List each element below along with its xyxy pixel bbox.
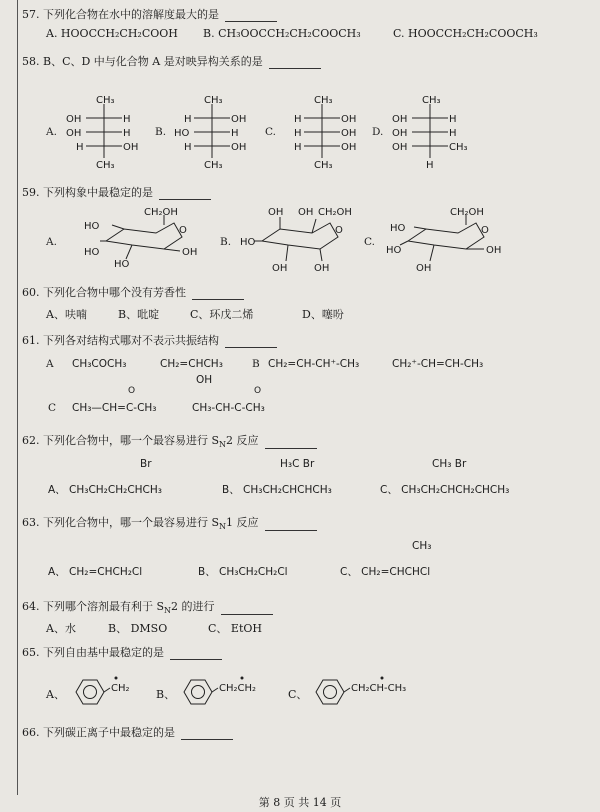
q62-option-b[interactable]: B、 CH₃CH₂CHCHCH₃ — [222, 484, 332, 496]
q59-stem: 59. 下列构象中最稳定的是 — [22, 184, 211, 200]
q65-stem: 65. 下列自由基中最稳定的是 — [22, 644, 222, 660]
svg-text:HO: HO — [390, 223, 406, 234]
q61-b1: CH₂=CH-CH⁺-CH₃ — [268, 358, 360, 370]
svg-text:OH: OH — [341, 128, 357, 139]
svg-text:H: H — [449, 114, 457, 125]
svg-text:CH₂OH: CH₂OH — [450, 207, 484, 218]
q61-c2: CH₃-CH-C-CH₃ — [192, 402, 265, 414]
page-footer: 第 8 页 共 14 页 — [258, 796, 342, 809]
svg-text:OH: OH — [392, 128, 408, 139]
svg-text:OH: OH — [341, 142, 357, 153]
svg-text:CH₃: CH₃ — [449, 142, 468, 153]
q60-option-a[interactable]: A、呋喃 — [46, 308, 87, 321]
svg-text:H: H — [426, 160, 434, 171]
q59-chair-b — [240, 205, 360, 275]
svg-text:OH: OH — [66, 114, 82, 125]
svg-text:CH₃: CH₃ — [96, 160, 115, 171]
q63-option-a[interactable]: A、 CH₂=CHCH₂Cl — [48, 566, 143, 578]
svg-text:HO: HO — [114, 259, 130, 270]
q63-option-b[interactable]: B、 CH₃CH₂CH₂Cl — [198, 566, 288, 578]
q60-option-c[interactable]: C、环戊二烯 — [190, 308, 254, 321]
svg-text:HO: HO — [240, 237, 256, 248]
q61-a2: CH₂=CHCH₃ — [160, 358, 223, 370]
svg-text:H: H — [184, 114, 192, 125]
q66-stem: 66. 下列碳正离子中最稳定的是 — [22, 724, 233, 740]
q62-b-sub: H₃C Br — [280, 458, 315, 470]
q58-option-b[interactable]: B. — [155, 126, 167, 138]
svg-text:HO: HO — [174, 128, 190, 139]
q57-option-c[interactable]: C. HOOCCH₂CH₂COOCH₃ — [393, 27, 538, 40]
svg-text:CH₃: CH₃ — [204, 160, 223, 171]
q62-option-c[interactable]: C、 CH₃CH₂CHCH₂CHCH₃ — [380, 484, 510, 496]
q64-option-a[interactable]: A、水 — [46, 622, 76, 635]
svg-text:OH: OH — [314, 263, 330, 274]
q60-stem: 60. 下列化合物中哪个没有芳香性 — [22, 284, 244, 300]
q61-option-b[interactable]: B — [252, 358, 260, 370]
q61-c1: CH₃—CH=C-CH₃ — [72, 402, 157, 414]
q61-a1: CH₃COCH₃ — [72, 358, 127, 370]
q58-option-a[interactable]: A. — [46, 126, 57, 138]
q65-option-c[interactable]: C、 — [288, 688, 308, 701]
svg-text:H: H — [294, 128, 302, 139]
svg-text:HO: HO — [386, 245, 402, 256]
q61-option-a[interactable]: A — [46, 358, 54, 370]
q57-stem: 57. 下列化合物在水中的溶解度最大的是 — [22, 6, 277, 22]
svg-text:O: O — [179, 225, 187, 236]
q65-benzene-b — [180, 676, 260, 708]
q63-option-c[interactable]: C、 CH₂=CHCHCl — [340, 566, 431, 578]
svg-text:CH₂OH: CH₂OH — [318, 207, 352, 218]
q58-stem: 58. B、C、D 中与化合物 A 是对映异构关系的是 — [22, 53, 321, 69]
q64-option-c[interactable]: C、 EtOH — [208, 622, 262, 635]
svg-text:CH₃: CH₃ — [204, 95, 223, 106]
svg-text:OH: OH — [298, 207, 314, 218]
svg-text:OH: OH — [486, 245, 502, 256]
svg-text:OH: OH — [416, 263, 432, 274]
svg-text:CH₂OH: CH₂OH — [144, 207, 178, 218]
q61-c2-o: O — [254, 386, 262, 396]
svg-text:OH: OH — [272, 263, 288, 274]
svg-text:H: H — [294, 142, 302, 153]
q61-c1-o: O — [128, 386, 136, 396]
svg-text:H: H — [123, 114, 131, 125]
svg-text:CH₃: CH₃ — [314, 160, 333, 171]
q59-chair-a — [84, 205, 204, 270]
q59-option-b[interactable]: B. — [220, 236, 232, 248]
svg-text:OH: OH — [182, 247, 198, 258]
q62-a-sub: Br — [140, 458, 152, 470]
svg-text:O: O — [335, 225, 343, 236]
q59-option-a[interactable]: A. — [46, 236, 57, 248]
q61-a2-oh: OH — [196, 374, 213, 386]
svg-text:OH: OH — [231, 114, 247, 125]
q61-b2: CH₂⁺-CH=CH-CH₃ — [392, 358, 484, 370]
ch3-top: CH₃ — [96, 95, 115, 106]
q65-option-a[interactable]: A、 — [46, 688, 65, 701]
q61-stem: 61. 下列各对结构式哪对不表示共振结构 — [22, 332, 277, 348]
q65-benzene-c — [312, 676, 422, 708]
svg-text:H: H — [294, 114, 302, 125]
svg-text:OH: OH — [231, 142, 247, 153]
q64-stem: 64. 下列哪个溶剂最有利于 $S_N2$ 的进行 — [22, 598, 273, 615]
q58-fischer-a — [66, 96, 146, 172]
q59-chair-c — [386, 205, 506, 275]
svg-text:OH: OH — [392, 114, 408, 125]
q58-option-c[interactable]: C. — [265, 126, 276, 138]
svg-text:HO: HO — [84, 221, 100, 232]
q62-c-sub: CH₃ Br — [432, 458, 467, 470]
q60-option-b[interactable]: B、吡啶 — [118, 308, 160, 321]
svg-text:H: H — [123, 128, 131, 139]
svg-text:H: H — [231, 128, 239, 139]
svg-text:O: O — [481, 225, 489, 236]
q57-option-b[interactable]: B. CH₃OOCCH₂CH₂COOCH₃ — [203, 27, 361, 40]
svg-text:OH: OH — [123, 142, 139, 153]
q62-option-a[interactable]: A、 CH₃CH₂CH₂CHCH₃ — [48, 484, 162, 496]
q65-c-grp: CH₂CH-CH₃ — [351, 683, 407, 694]
svg-text:CH₃: CH₃ — [422, 95, 441, 106]
q58-fischer-d — [392, 96, 482, 172]
q58-option-d[interactable]: D. — [372, 126, 384, 138]
svg-text:H: H — [184, 142, 192, 153]
svg-text:OH: OH — [268, 207, 284, 218]
q61-option-c[interactable]: C — [48, 402, 57, 414]
svg-text:OH: OH — [66, 128, 82, 139]
svg-text:H: H — [449, 128, 457, 139]
svg-text:H: H — [76, 142, 84, 153]
q63-c-sub: CH₃ — [412, 540, 432, 552]
q62-stem: 62. 下列化合物中，哪一个最容易进行 $S_N2$ 反应 — [22, 432, 317, 449]
q65-option-b[interactable]: B、 — [156, 688, 176, 701]
q65-benzene-a — [72, 676, 132, 708]
svg-text:OH: OH — [392, 142, 408, 153]
q57-option-a[interactable]: A. HOOCCH₂CH₂COOH — [46, 27, 178, 40]
q60-option-d[interactable]: D、噻吩 — [302, 308, 344, 321]
svg-text:HO: HO — [84, 247, 100, 258]
q63-stem: 63. 下列化合物中，哪一个最容易进行 $S_N1$ 反应 — [22, 514, 317, 531]
q59-option-c[interactable]: C. — [364, 236, 375, 248]
q65-a-grp: CH₂ — [111, 683, 130, 694]
q64-option-b[interactable]: B、 DMSO — [108, 622, 168, 635]
q58-fischer-b — [174, 96, 254, 172]
q65-b-grp: CH₂CH₂ — [219, 683, 257, 694]
q58-fischer-c — [284, 96, 364, 172]
svg-text:OH: OH — [341, 114, 357, 125]
svg-text:CH₃: CH₃ — [314, 95, 333, 106]
